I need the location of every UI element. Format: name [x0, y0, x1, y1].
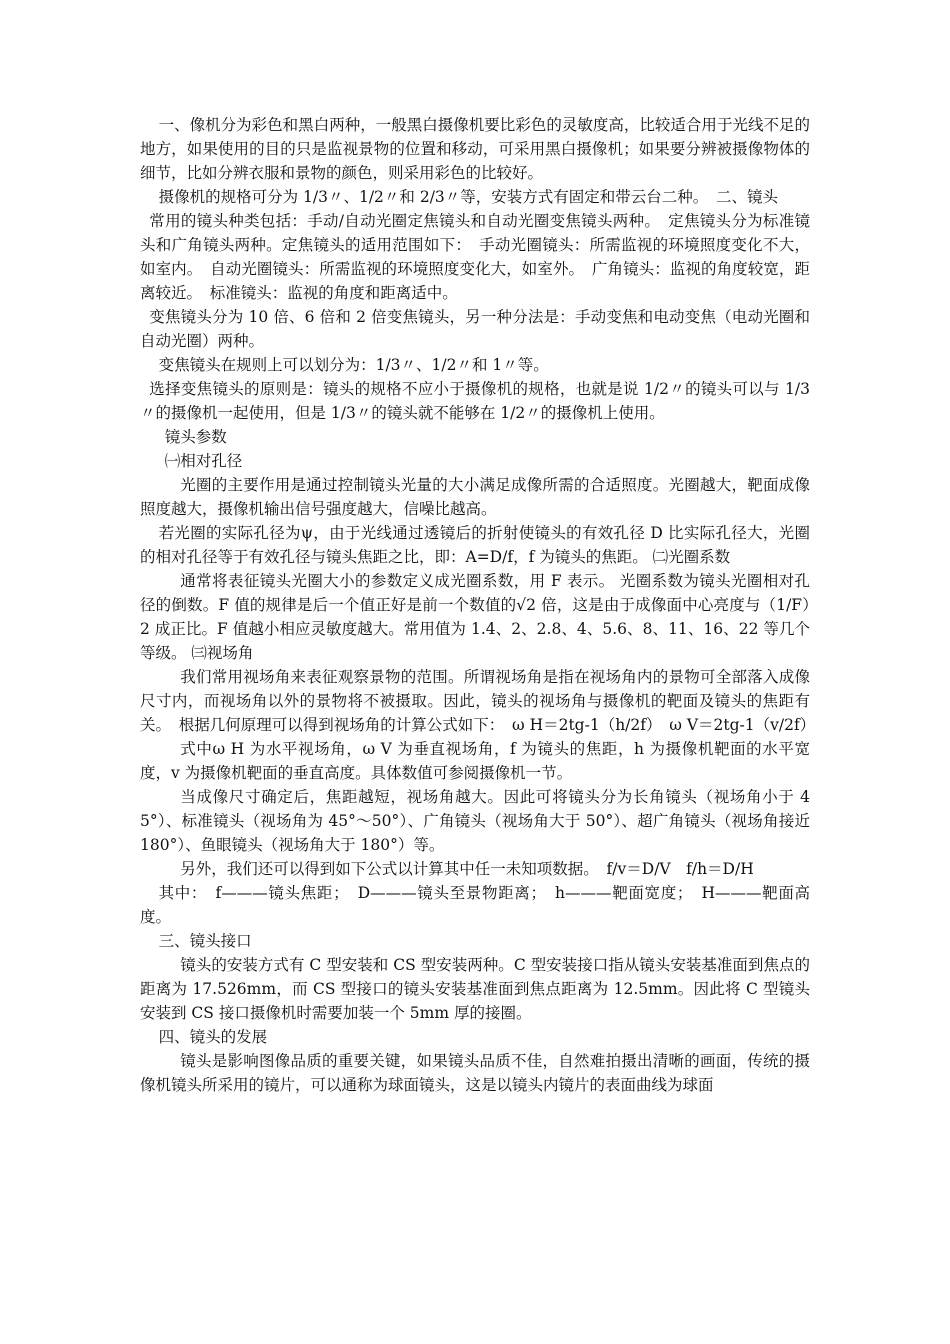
paragraph-f-number: 通常将表征镜头光圈大小的参数定义成光圈系数，用 F 表示。 光圈系数为镜头光圈相对孔径的倒数。F 值的规律是后一个值正好是前一个数值的√2 倍，这是由于成像面中心亮度与（1/F）2 成正比。F 值越小相应灵敏度越大。常用值为 1.4、2、2.8、4、5.6、8、11、16、22 等几个等级。 ㈢视场角: [140, 572, 810, 662]
heading-lens-mount: 三、镜头接口: [158, 932, 252, 950]
paragraph-lens-development: 镜头是影响图像品质的重要关键，如果镜头品质不佳，自然难拍摄出清晰的画面，传统的摄像机镜头所采用的镜片，可以通称为球面镜头，这是以镜头内镜片的表面曲线为球面: [140, 1052, 810, 1094]
paragraph-fov-symbols: 式中ω H 为水平视场角，ω V 为垂直视场角，f 为镜头的焦距，h 为摄像机靶面的水平宽度，v 为摄像机靶面的垂直高度。具体数值可参阅摄像机一节。: [140, 740, 810, 782]
paragraph-field-of-view: 我们常用视场角来表征观察景物的范围。所谓视场角是指在视场角内的景物可全部落入成像尺寸内，而视场角以外的景物将不被摄取。因此，镜头的视场角与摄像机的靶面及镜头的焦距有关。 根据几何原理可以得到视场角的计算公式如下： ω H＝2tg-1（h/2f） ω V＝2tg-1（v/2f）: [140, 668, 816, 734]
paragraph-extra-formula: 另外，我们还可以得到如下公式以计算其中任一未知项数据。 f/v＝D/V f/h＝D/H: [180, 860, 754, 878]
heading-relative-aperture: ㈠相对孔径: [164, 452, 243, 470]
paragraph-mount-types: 镜头的安装方式有 C 型安装和 CS 型安装两种。C 型安装接口指从镜头安装基准面到焦点的距离为 17.526mm，而 CS 型接口的镜头安装基准面到焦点距离为 12.5mm。因此将 C 型镜头安装到 CS 接口摄像机时需要加装一个 5mm 厚的接圈。: [140, 956, 810, 1022]
paragraph-formula-legend: 其中： f———镜头焦距； D———镜头至景物距离； h———靶面宽度； H———靶面高度。: [140, 884, 810, 926]
paragraph-aperture-role: 光圈的主要作用是通过控制镜头光量的大小满足成像所需的合适照度。光圈越大，靶面成像照度越大，摄像机输出信号强度越大，信噪比越高。: [140, 476, 810, 518]
paragraph-aperture-formula: 若光圈的实际孔径为ψ，由于光线通过透镜后的折射使镜头的有效孔径 D 比实际孔径大，光圈的相对孔径等于有效孔径与镜头焦距之比，即：A=D/f，f 为镜头的焦距。 ㈡光圈系数: [140, 524, 810, 566]
paragraph-zoom-spec: 变焦镜头在规则上可以划分为：1/3〃、1/2〃和 1〃等。: [158, 356, 549, 374]
paragraph-camera-types: 一、像机分为彩色和黑白两种，一般黑白摄像机要比彩色的灵敏度高，比较适合用于光线不足的地方，如果使用的目的只是监视景物的位置和移动，可采用黑白摄像机；如果要分辨被摄像物体的细节，比如分辨衣服和景物的颜色，则采用彩色的比较好。: [140, 116, 810, 182]
heading-lens-parameters: 镜头参数: [164, 428, 227, 446]
paragraph-camera-spec: 摄像机的规格可分为 1/3〃、1/2〃和 2/3〃等，安装方式有固定和带云台二种。 二、镜头: [158, 188, 779, 206]
paragraph-zoom-selection: 选择变焦镜头的原则是：镜头的规格不应小于摄像机的规格，也就是说 1/2〃的镜头可以与 1/3〃的摄像机一起使用，但是 1/3〃的镜头就不能够在 1/2〃的摄像机上使用。: [140, 380, 810, 422]
paragraph-zoom-lens: 变焦镜头分为 10 倍、6 倍和 2 倍变焦镜头，另一种分法是：手动变焦和电动变焦（电动光圈和自动光圈）两种。: [140, 308, 810, 350]
paragraph-lens-classes: 当成像尺寸确定后，焦距越短，视场角越大。因此可将镜头分为长角镜头（视场角小于 45°）、标准镜头（视场角为 45°～50°）、广角镜头（视场角大于 50°）、超广角镜头（视场角接近 180°）、鱼眼镜头（视场角大于 180°）等。: [140, 788, 810, 854]
paragraph-lens-types: 常用的镜头种类包括：手动/自动光圈定焦镜头和自动光圈变焦镜头两种。 定焦镜头分为标准镜头和广角镜头两种。定焦镜头的适用范围如下： 手动光圈镜头：所需监视的环境照度变化不大，如室内。 自动光圈镜头：所需监视的环境照度变化大，如室外。 广角镜头：监视的角度较宽，距离较近。 标准镜头：监视的角度和距离适中。: [140, 212, 810, 302]
heading-lens-development: 四、镜头的发展: [158, 1028, 268, 1046]
